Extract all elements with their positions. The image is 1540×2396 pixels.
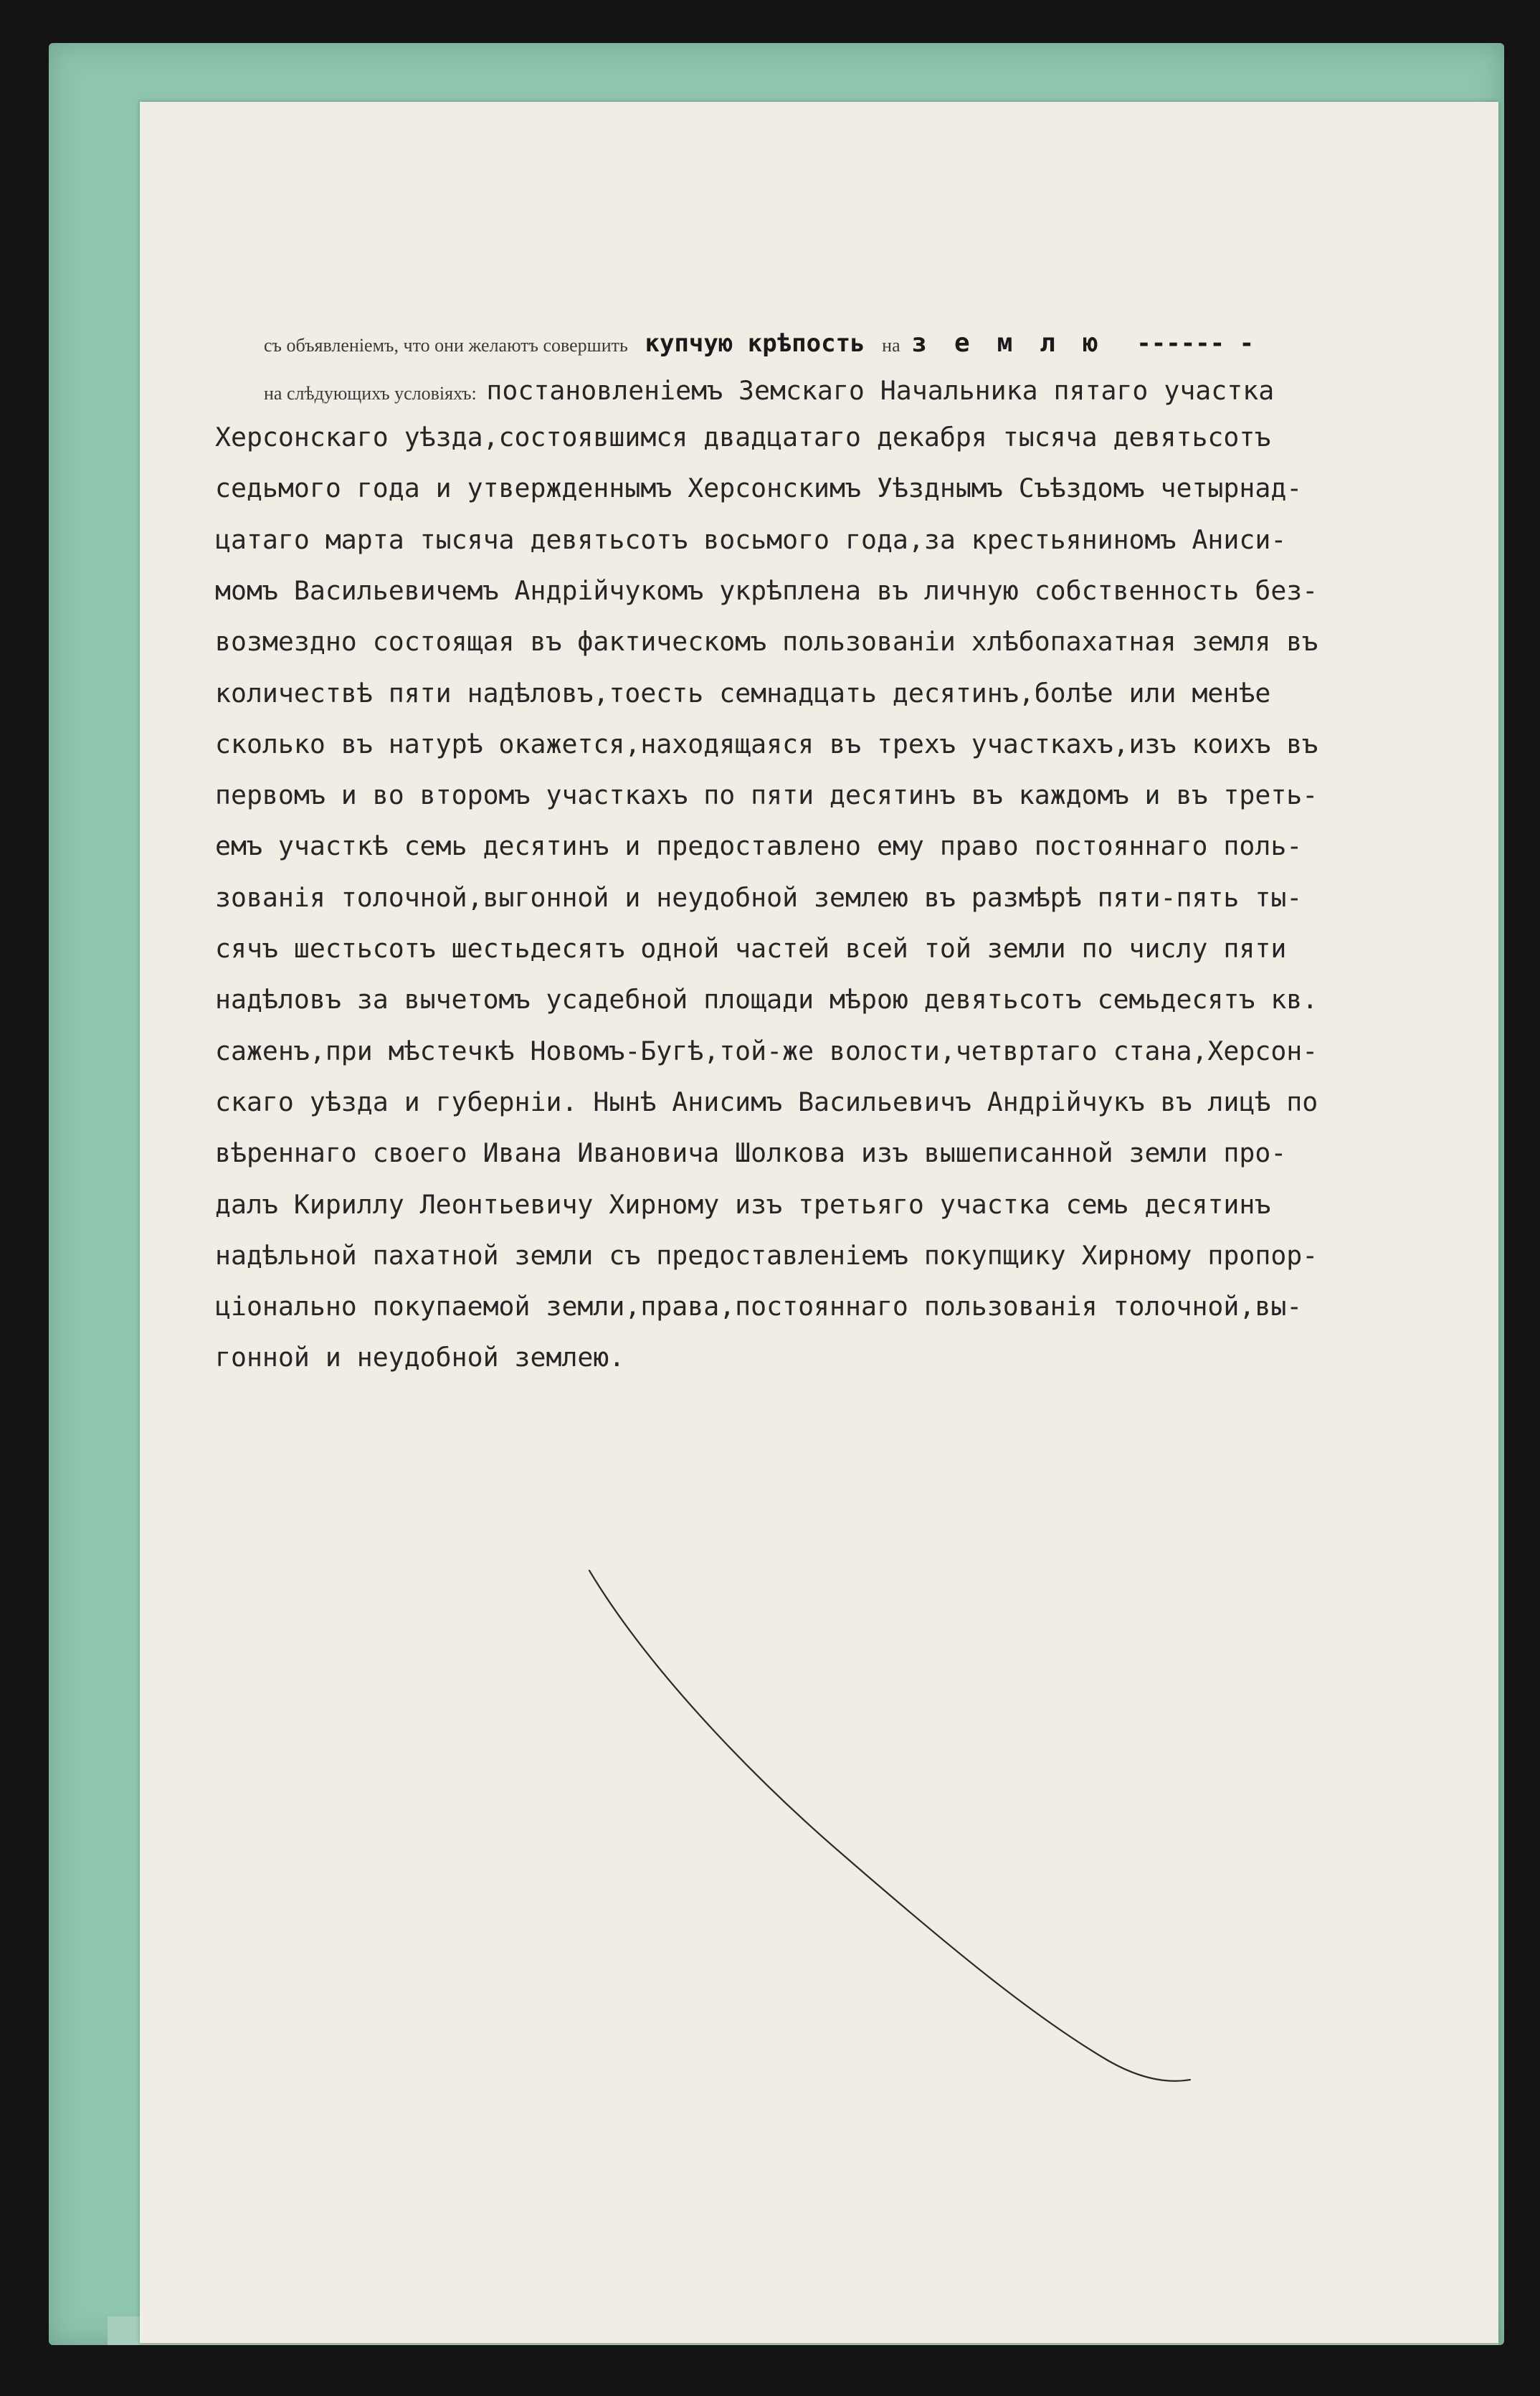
- typed-body-line: далъ Кириллу Леонтьевичу Хирному изъ третьяго участка семь десятинъ: [215, 1188, 1271, 1220]
- typed-body-line: надѣльной пахатной земли съ предоставленіемъ покупщику Хирному пропор-: [215, 1239, 1318, 1271]
- typed-body-line: гонной и неудобной землею.: [215, 1342, 625, 1373]
- typed-body-line: первомъ и во второмъ участкахъ по пяти десятинъ въ каждомъ и въ треть-: [215, 780, 1318, 811]
- typed-body-line: саженъ,при мѣстечкѣ Новомъ-Бугѣ,той-же волости,четвртаго стана,Херсон-: [215, 1035, 1318, 1066]
- typed-body-line: вѣреннаго своего Ивана Ивановича Шолкова изъ вышеписанной земли про-: [215, 1137, 1287, 1169]
- typed-body-line: надѣловъ за вычетомъ усадебной площади мѣрою девятьсотъ семьдесятъ кв.: [215, 984, 1318, 1015]
- printed-text: съ объявленіемъ, что они желаютъ совершить: [264, 335, 628, 356]
- typed-body-line: количествѣ пяти надѣловъ,тоесть семнадцать десятинъ,болѣе или менѣе: [215, 677, 1271, 709]
- typed-body-line: сколько въ натурѣ окажется,находящаяся въ трехъ участкахъ,изъ коихъ въ: [215, 728, 1318, 759]
- printed-text: на: [882, 335, 900, 356]
- typed-body-line: сячъ шестьсотъ шестьдесятъ одной частей всей той земли по числу пяти: [215, 933, 1287, 964]
- typed-body-line: скаго уѣзда и губерніи. Нынѣ Анисимъ Васильевичъ Андрійчукъ въ лицѣ по: [215, 1086, 1318, 1117]
- typed-body-line: седьмого года и утвержденнымъ Херсонскимъ Уѣзднымъ Съѣздомъ четырнад-: [215, 473, 1303, 504]
- typed-body-line: ціонально покупаемой земли,права,постояннаго пользованія толочной,вы-: [215, 1291, 1303, 1322]
- typed-body-line: емъ участкѣ семь десятинъ и предоставлено ему право постояннаго поль-: [215, 830, 1303, 862]
- typed-body: [215, 373, 1477, 1449]
- typed-body-line: момъ Васильевичемъ Андрійчукомъ укрѣплена въ личную собственность без-: [215, 574, 1318, 606]
- typed-body-line: Херсонскаго уѣзда,состоявшимся двадцатаго декабря тысяча девятьсотъ: [215, 422, 1271, 453]
- printed-text: на слѣдующихъ условіяхъ:: [264, 383, 477, 404]
- form-line-1: [264, 328, 1254, 358]
- typed-text: постановленіемъ Земскаго Начальника пятаго участка: [486, 375, 1275, 406]
- typed-deed-type: купчую крѣпость: [645, 329, 865, 358]
- typed-body-line: возмездно состоящая въ фактическомъ пользованіи хлѣбопахатная земля въ: [215, 626, 1318, 658]
- typed-subject: землю: [911, 328, 1126, 358]
- typed-body-line: цатаго марта тысяча девятьсотъ восьмого года,за крестьяниномъ Аниси-: [215, 524, 1287, 555]
- typed-dashes: ------ -: [1136, 329, 1255, 358]
- typed-body-line: зованія толочной,выгонной и неудобной землею въ размѣрѣ пяти-пять ты-: [215, 881, 1303, 913]
